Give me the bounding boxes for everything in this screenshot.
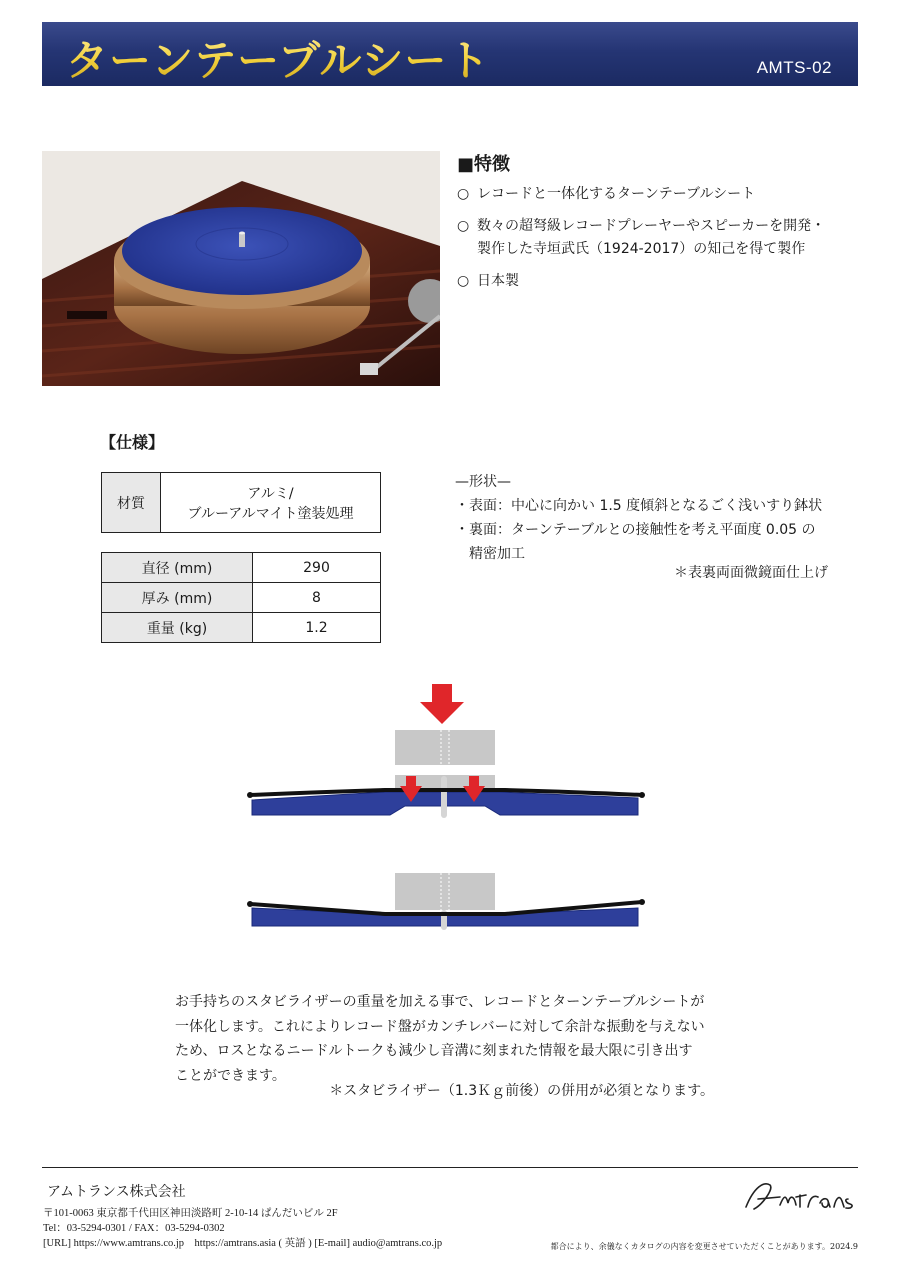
shape-heading: —形状— — [455, 474, 511, 490]
stabilizer-diagram — [240, 680, 660, 940]
table-row: 直径 (mm) 290 — [102, 553, 381, 583]
company-name: アムトランス株式会社 — [47, 1184, 186, 1200]
footer-divider — [42, 1167, 858, 1168]
table-row: 重量 (kg) 1.2 — [102, 613, 381, 643]
circle-bullet-icon: ○ — [457, 218, 470, 234]
features-heading: ■特徴 — [457, 154, 511, 175]
page-title: ターンテーブルシート — [66, 28, 490, 88]
material-label: 材質 — [102, 473, 161, 533]
shape-description: —形状— ・表面：中心に向かい 1.5 度傾斜となるごく浅いすり鉢状 ・裏面：ターンテーブルとの接触性を考え平面度 0.05 の 精密加工 — [455, 470, 822, 566]
feature-item: ○ 数々の超弩級レコードプレーヤーやスピーカーを開発・ 製作した寺垣武氏（1924-2017）の知己を得て製作 — [457, 215, 825, 261]
amtrans-logo — [740, 1175, 860, 1220]
shape-back: ・裏面：ターンテーブルとの接触性を考え平面度 0.05 の — [455, 522, 816, 538]
product-photo — [42, 151, 440, 386]
feature-item: ○ 日本製 — [457, 270, 519, 293]
finish-note: ＊表裏両面微鏡面仕上げ — [674, 565, 828, 581]
company-phone: Tel：03-5294-0301 / FAX：03-5294-0302 — [43, 1223, 225, 1234]
feature-item: ○ レコードと一体化するターンテーブルシート — [457, 183, 755, 206]
circle-bullet-icon: ○ — [457, 273, 470, 289]
specs-heading: 【仕様】 — [100, 433, 165, 452]
stabilizer-note: ＊スタビライザー（1.3Ｋｇ前後）の併用が必須となります。 — [329, 1083, 714, 1099]
disclaimer: 都合により、余儀なくカタログの内容を変更させていただくことがあります。2024.9 — [550, 1242, 858, 1251]
material-value: アルミ/ ブルーアルマイト塗装処理 — [161, 473, 381, 533]
dimension-table — [101, 552, 381, 643]
material-table — [101, 472, 381, 533]
company-url[interactable]: [URL] https://www.amtrans.co.jp https://amtrans.asia ( 英語 ) [E-mail] audio@amtrans.co.jp — [43, 1238, 443, 1249]
down-arrow-icon — [420, 684, 464, 724]
company-address: 〒101-0063 東京都千代田区神田淡路町 2-10-14 ぱんだいビル 2F — [43, 1208, 338, 1219]
table-row: 厚み (mm) 8 — [102, 583, 381, 613]
circle-bullet-icon: ○ — [457, 186, 470, 202]
description-text: お手持ちのスタビライザーの重量を加える事で、レコードとターンテーブルシートが 一体化します。これによりレコード盤がカンチレバーに対して余計な振動を与えない ため、ロスとなるニードルトークも減少し音溝に刻まれた情報を最大限に引き出す ことができます。 — [175, 994, 705, 1084]
model-code: AMTS-02 — [756, 58, 832, 77]
shape-surface: ・表面：中心に向かい 1.5 度傾斜となるごく浅いすり鉢状 — [455, 498, 823, 514]
header-banner — [42, 22, 858, 86]
